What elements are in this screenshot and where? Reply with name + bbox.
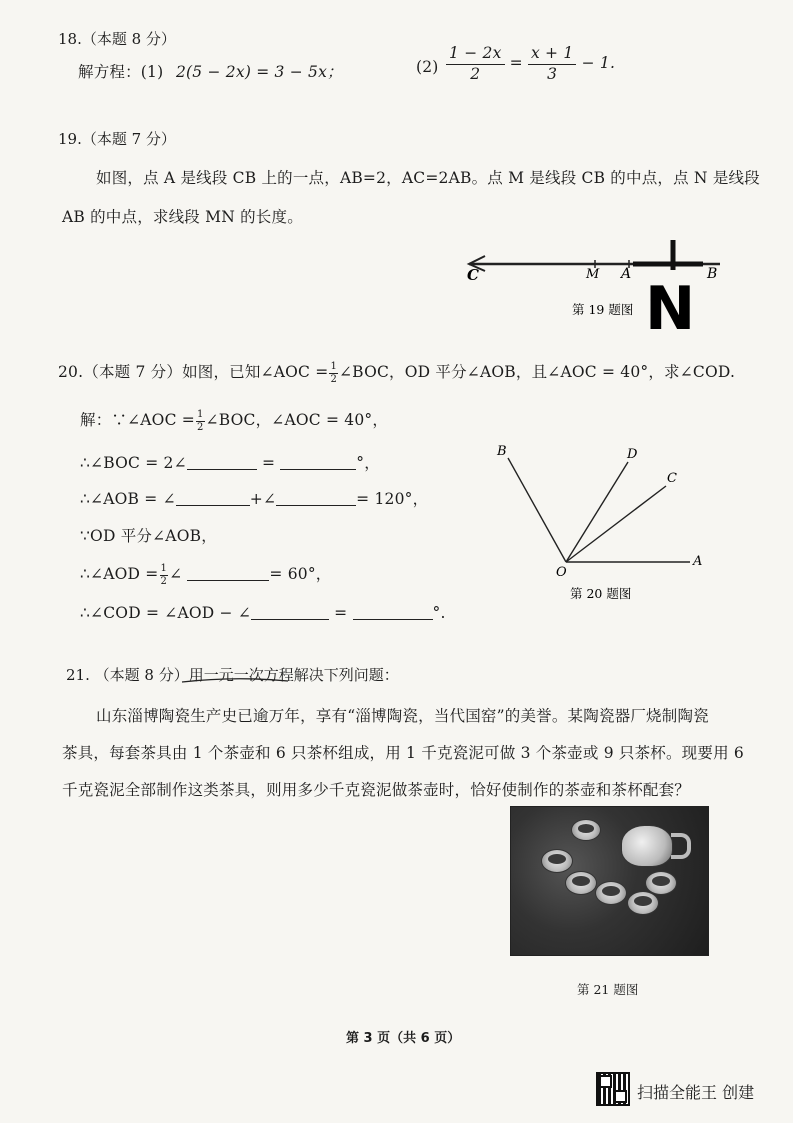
ray-oc [566,486,666,562]
tea-cup [627,891,659,915]
q18-prompt: 解方程：(1) [78,63,164,81]
handwritten-n: N [645,274,696,336]
fraction-left: $\frac{1 - 2x}{2}$ [446,46,505,82]
tea-cup [541,849,573,873]
page-number: 第 3 页（共 6 页） [346,1031,461,1046]
qr-code-icon [596,1072,630,1106]
label-o: O [556,565,567,580]
answer-blank[interactable] [187,455,257,470]
label-m: M [586,267,600,282]
q18-equation-1: 2(5 − 2x) = 3 − 5x； [176,63,343,81]
q20-solution-line-1: 解：∵∠AOC = $\frac{1}{2}$ ∠BOC，∠AOC = 40°， [80,408,389,433]
tea-cup [645,871,677,895]
q20-solution-line-2: ∴∠BOC = 2∠ = °， [80,454,380,472]
teapot [621,825,673,867]
q18-header: 18.（本题 8 分） [58,30,176,48]
label-b: B [707,266,718,282]
q21-line-2: 茶具，每套茶具由 1 个茶壶和 6 只茶杯组成，用 1 千克瓷泥可做 3 个茶壶或 9 只茶杯。现要用 6 [62,744,744,762]
q21-line-3: 千克瓷泥全部制作这类茶具，则用多少千克瓷泥做茶壶时，恰好使制作的茶壶和茶杯配套？ [62,781,691,799]
fraction-half: $\frac{1}{2}$ [330,360,337,385]
q20-solution-line-6: ∴∠COD = ∠AOD − ∠ = °. [80,604,446,622]
answer-blank[interactable] [280,455,356,470]
label-a: A [693,554,703,569]
label-a: A [621,266,632,282]
equals-sign: = [509,54,523,72]
equation-tail: − 1. [581,54,616,72]
pen-underline [180,674,290,686]
q19-header: 19.（本题 7 分） [58,130,176,148]
tea-cup [565,871,597,895]
fraction-half: $\frac{1}{2}$ [196,408,204,433]
label-d: D [627,447,638,462]
answer-blank[interactable] [276,491,356,506]
q20-header: 20.（本题 7 分）如图，已知∠AOC = $\frac{1}{2}$ ∠BOC，OD 平分∠AOB，且∠AOC = 40°，求∠COD. [58,360,736,385]
ray-od [566,462,628,562]
fraction-half: $\frac{1}{2}$ [160,562,168,587]
fraction-right: $\frac{x + 1}{3}$ [528,46,576,82]
q19-line-1: 如图，点 A 是线段 CB 上的一点，AB=2，AC=2AB。点 M 是线段 CB 的中点，点 N 是线段 [96,169,760,187]
label-b: B [497,444,507,459]
q18-part2-label: (2) [416,58,439,76]
scanner-brand: 扫描全能王 创建 [637,1083,755,1102]
teapot-handle [671,833,691,859]
q21-header: 21. （本题 8 分）用一元一次方程解决下列问题： [66,666,399,684]
tea-cup [571,819,601,841]
q20-solution-line-3: ∴∠AOB = ∠ +∠ = 120°， [80,490,429,508]
q19-caption: 第 19 题图 [572,302,634,317]
q20-figure [490,438,720,613]
answer-blank[interactable] [251,605,329,620]
q20-solution-line-5: ∴∠AOD = $\frac{1}{2}$ ∠ = 60°， [80,562,332,587]
tea-set-photo [510,806,709,956]
q19-figure [455,236,745,336]
q19-line-2: AB 的中点，求线段 MN 的长度。 [62,208,303,226]
q20-solution-line-4: ∵OD 平分∠AOB， [80,527,217,545]
answer-blank[interactable] [353,605,433,620]
ray-ob [508,458,566,562]
answer-blank[interactable] [187,566,269,581]
tea-cup [595,881,627,905]
q21-line-1: 山东淄博陶瓷生产史已逾万年，享有“淄博陶瓷，当代国窑”的美誉。某陶瓷器厂烧制陶瓷 [96,707,709,725]
label-c: C [667,471,677,486]
label-c: C [467,266,479,284]
answer-blank[interactable] [176,491,250,506]
q20-caption: 第 20 题图 [570,586,632,601]
q21-caption: 第 21 题图 [577,982,639,997]
q18-equation-2 [446,46,615,82]
